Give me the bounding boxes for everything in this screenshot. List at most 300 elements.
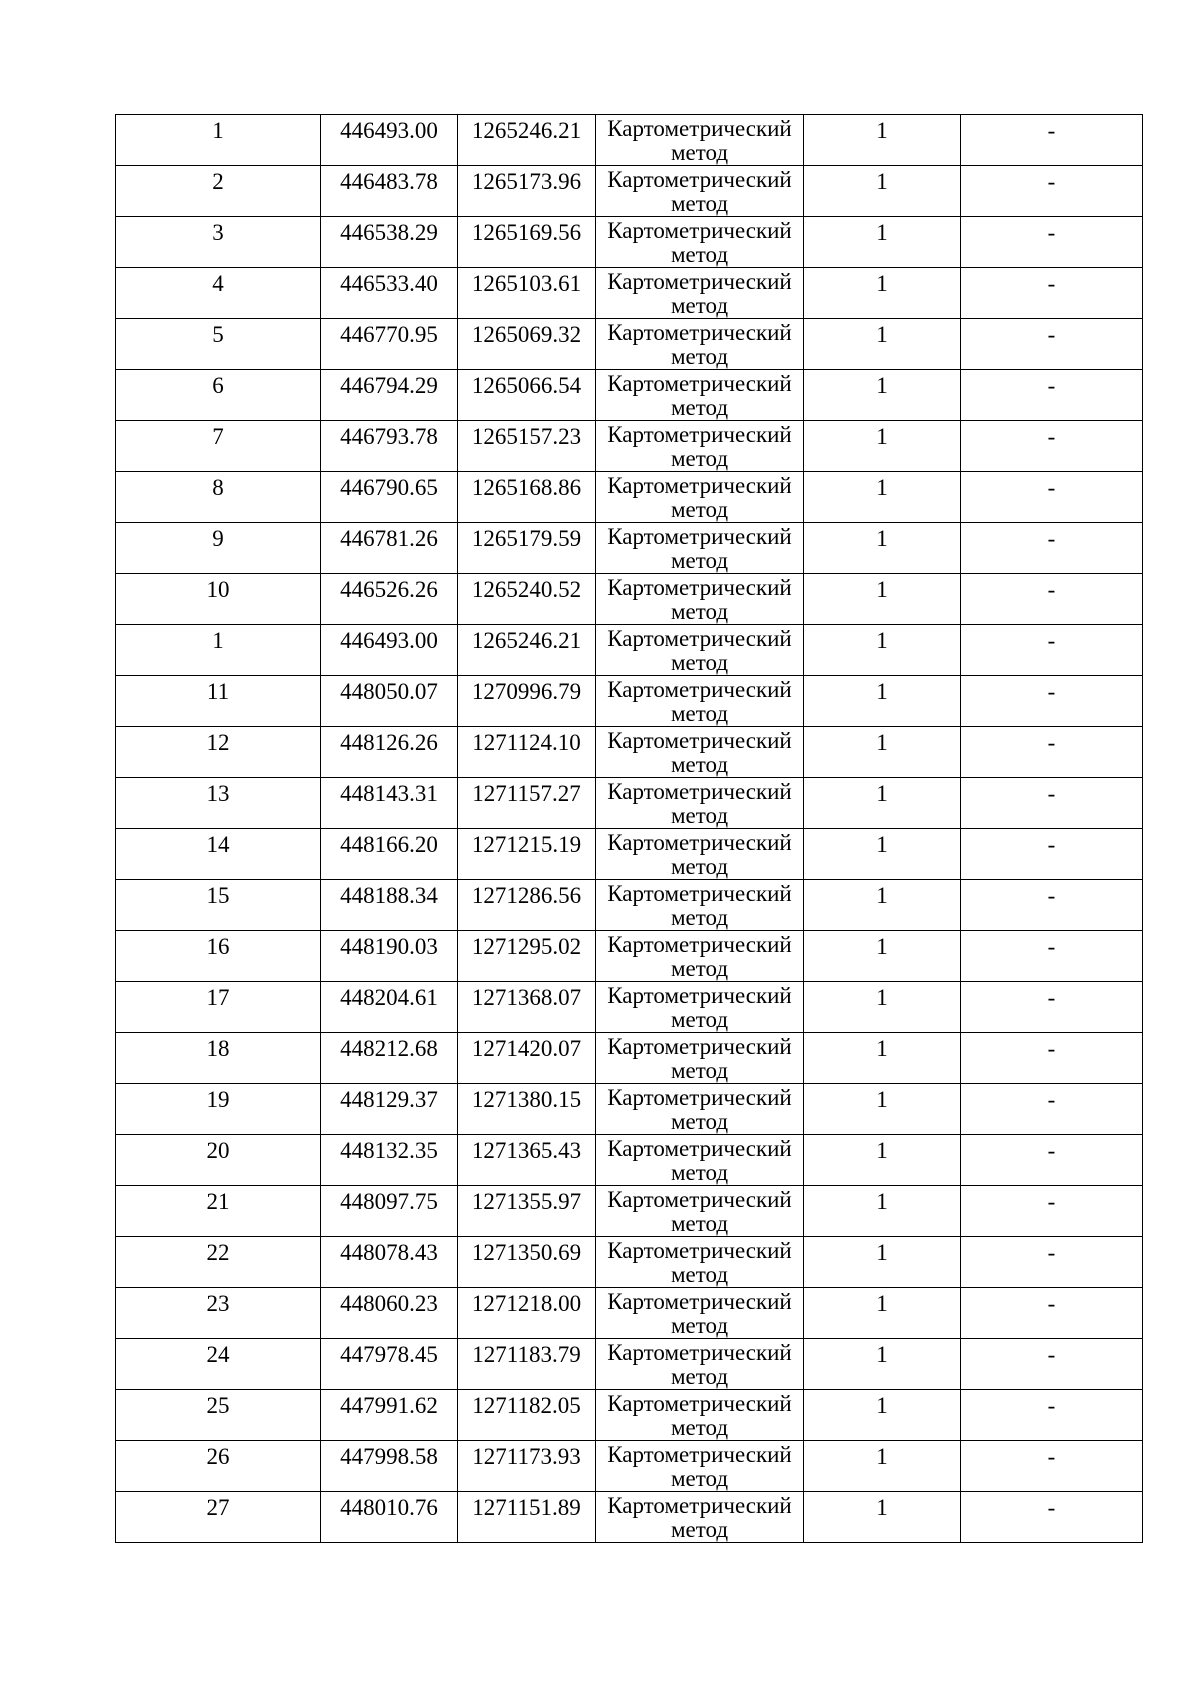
cell-text: 7: [212, 424, 224, 449]
y-coordinate-cell: [458, 778, 596, 829]
cell-text: 1271183.79: [472, 1342, 581, 1367]
cell-text: 4: [212, 271, 224, 296]
cell-text: -: [1047, 526, 1056, 551]
cell-text: -: [1047, 220, 1056, 245]
cell-text: 447978.45: [340, 1342, 438, 1367]
cell-text: 1271295.02: [471, 934, 582, 959]
x-coordinate-cell: [321, 1288, 458, 1339]
cell-text: 1271420.07: [471, 1036, 582, 1061]
cell-text: 1: [876, 1240, 888, 1265]
cell-text: -: [1047, 373, 1056, 398]
cell-text: -: [1047, 118, 1056, 143]
description-cell: [961, 1441, 1143, 1492]
description-cell: [961, 1492, 1143, 1543]
x-coordinate-cell: [321, 421, 458, 472]
cell-text: 1265179.59: [471, 526, 582, 551]
description-cell: [961, 370, 1143, 421]
cell-text: Картометрический метод: [607, 1238, 792, 1287]
table-row: [116, 166, 1143, 217]
method-cell: [596, 115, 804, 166]
description-cell: [961, 778, 1143, 829]
description-cell: [961, 472, 1143, 523]
description-cell: [961, 1135, 1143, 1186]
cell-text: 1: [212, 118, 224, 143]
cell-text: 18: [206, 1036, 230, 1061]
cell-text: 1265168.86: [471, 475, 582, 500]
x-coordinate-cell: [321, 370, 458, 421]
cell-text: 448204.61: [340, 985, 438, 1010]
cell-text: 1: [876, 1087, 888, 1112]
method-cell: [596, 1033, 804, 1084]
cell-text: -: [1047, 1240, 1056, 1265]
description-cell: [961, 523, 1143, 574]
method-cell: [596, 1492, 804, 1543]
method-cell: [596, 1186, 804, 1237]
cell-text: 1: [876, 679, 888, 704]
cell-text: 446538.29: [340, 220, 438, 245]
point-number-cell: [116, 370, 321, 421]
cell-text: Картометрический метод: [607, 524, 792, 573]
description-cell: [961, 421, 1143, 472]
description-cell: [961, 1339, 1143, 1390]
cell-text: 1: [876, 730, 888, 755]
accuracy-cell: [804, 778, 961, 829]
accuracy-cell: [804, 115, 961, 166]
x-coordinate-cell: [321, 217, 458, 268]
cell-text: 1271365.43: [471, 1138, 582, 1163]
x-coordinate-cell: [321, 268, 458, 319]
y-coordinate-cell: [458, 166, 596, 217]
description-cell: [961, 268, 1143, 319]
method-cell: [596, 574, 804, 625]
cell-text: 1: [876, 781, 888, 806]
point-number-cell: [116, 1441, 321, 1492]
method-cell: [596, 676, 804, 727]
cell-text: 446781.26: [340, 526, 438, 551]
table-row: [116, 1135, 1143, 1186]
cell-text: 448212.68: [340, 1036, 438, 1061]
table-row: [116, 880, 1143, 931]
cell-text: -: [1047, 169, 1056, 194]
description-cell: [961, 676, 1143, 727]
cell-text: 1: [876, 1138, 888, 1163]
description-cell: [961, 880, 1143, 931]
x-coordinate-cell: [321, 625, 458, 676]
accuracy-cell: [804, 523, 961, 574]
point-number-cell: [116, 166, 321, 217]
cell-text: Картометрический метод: [607, 932, 792, 981]
cell-text: 1265246.21: [471, 628, 582, 653]
method-cell: [596, 880, 804, 931]
cell-text: 1: [876, 1393, 888, 1418]
point-number-cell: [116, 472, 321, 523]
cell-text: 1: [876, 832, 888, 857]
y-coordinate-cell: [458, 1084, 596, 1135]
method-cell: [596, 523, 804, 574]
cell-text: 446483.78: [340, 169, 438, 194]
y-coordinate-cell: [458, 217, 596, 268]
accuracy-cell: [804, 625, 961, 676]
accuracy-cell: [804, 1186, 961, 1237]
table-row: [116, 574, 1143, 625]
cell-text: 1265157.23: [471, 424, 582, 449]
point-number-cell: [116, 1288, 321, 1339]
x-coordinate-cell: [321, 982, 458, 1033]
cell-text: Картометрический метод: [607, 1289, 792, 1338]
cell-text: 1: [876, 373, 888, 398]
table-row: [116, 727, 1143, 778]
x-coordinate-cell: [321, 829, 458, 880]
cell-text: Картометрический метод: [607, 1034, 792, 1083]
y-coordinate-cell: [458, 1237, 596, 1288]
cell-text: 1271215.19: [471, 832, 582, 857]
cell-text: 448126.26: [340, 730, 438, 755]
cell-text: -: [1047, 934, 1056, 959]
method-cell: [596, 829, 804, 880]
cell-text: 446790.65: [340, 475, 438, 500]
cell-text: 24: [206, 1342, 230, 1367]
method-cell: [596, 1390, 804, 1441]
cell-text: 448143.31: [340, 781, 438, 806]
cell-text: 11: [206, 679, 230, 704]
cell-text: 1: [876, 577, 888, 602]
cell-text: 1265169.56: [471, 220, 582, 245]
y-coordinate-cell: [458, 319, 596, 370]
y-coordinate-cell: [458, 982, 596, 1033]
table-row: [116, 370, 1143, 421]
point-number-cell: [116, 115, 321, 166]
cell-text: 1: [876, 322, 888, 347]
cell-text: 14: [206, 832, 230, 857]
cell-text: 19: [206, 1087, 230, 1112]
method-cell: [596, 727, 804, 778]
cell-text: 448078.43: [340, 1240, 438, 1265]
cell-text: 447998.58: [340, 1444, 438, 1469]
cell-text: 1265246.21: [471, 118, 582, 143]
method-cell: [596, 1339, 804, 1390]
x-coordinate-cell: [321, 778, 458, 829]
cell-text: -: [1047, 1087, 1056, 1112]
x-coordinate-cell: [321, 931, 458, 982]
cell-text: 22: [206, 1240, 230, 1265]
cell-text: 1265173.96: [471, 169, 582, 194]
cell-text: Картометрический метод: [607, 422, 792, 471]
x-coordinate-cell: [321, 1135, 458, 1186]
accuracy-cell: [804, 1237, 961, 1288]
point-number-cell: [116, 1186, 321, 1237]
cell-text: 1271157.27: [472, 781, 581, 806]
description-cell: [961, 829, 1143, 880]
accuracy-cell: [804, 982, 961, 1033]
y-coordinate-cell: [458, 268, 596, 319]
accuracy-cell: [804, 574, 961, 625]
accuracy-cell: [804, 1135, 961, 1186]
cell-text: 447991.62: [340, 1393, 438, 1418]
cell-text: -: [1047, 1189, 1056, 1214]
cell-text: Картометрический метод: [607, 830, 792, 879]
method-cell: [596, 319, 804, 370]
table-row: [116, 1492, 1143, 1543]
method-cell: [596, 1441, 804, 1492]
table-row: [116, 778, 1143, 829]
x-coordinate-cell: [321, 676, 458, 727]
cell-text: 1271368.07: [471, 985, 582, 1010]
table-row: [116, 1441, 1143, 1492]
cell-text: 1271151.89: [472, 1495, 581, 1520]
accuracy-cell: [804, 1441, 961, 1492]
y-coordinate-cell: [458, 370, 596, 421]
cell-text: Картометрический метод: [607, 983, 792, 1032]
method-cell: [596, 625, 804, 676]
cell-text: 2: [212, 169, 224, 194]
accuracy-cell: [804, 1492, 961, 1543]
x-coordinate-cell: [321, 1033, 458, 1084]
table-row: [116, 523, 1143, 574]
accuracy-cell: [804, 829, 961, 880]
cell-text: 20: [206, 1138, 230, 1163]
table-row: [116, 268, 1143, 319]
cell-text: 1: [876, 1495, 888, 1520]
description-cell: [961, 1237, 1143, 1288]
cell-text: Картометрический метод: [607, 371, 792, 420]
x-coordinate-cell: [321, 1492, 458, 1543]
description-cell: [961, 115, 1143, 166]
accuracy-cell: [804, 931, 961, 982]
table-row: [116, 1033, 1143, 1084]
method-cell: [596, 931, 804, 982]
point-number-cell: [116, 1390, 321, 1441]
description-cell: [961, 319, 1143, 370]
cell-text: 1: [876, 628, 888, 653]
x-coordinate-cell: [321, 880, 458, 931]
point-number-cell: [116, 268, 321, 319]
y-coordinate-cell: [458, 727, 596, 778]
point-number-cell: [116, 727, 321, 778]
cell-text: Картометрический метод: [607, 1187, 792, 1236]
point-number-cell: [116, 880, 321, 931]
cell-text: Картометрический метод: [607, 473, 792, 522]
table-row: [116, 1237, 1143, 1288]
y-coordinate-cell: [458, 472, 596, 523]
cell-text: -: [1047, 1444, 1056, 1469]
point-number-cell: [116, 778, 321, 829]
x-coordinate-cell: [321, 319, 458, 370]
description-cell: [961, 1084, 1143, 1135]
y-coordinate-cell: [458, 115, 596, 166]
cell-text: 448166.20: [340, 832, 438, 857]
cell-text: 15: [206, 883, 230, 908]
cell-text: Картометрический метод: [607, 116, 792, 165]
cell-text: 1271350.69: [471, 1240, 582, 1265]
description-cell: [961, 1390, 1143, 1441]
cell-text: 5: [212, 322, 224, 347]
x-coordinate-cell: [321, 1084, 458, 1135]
cell-text: 1265066.54: [471, 373, 582, 398]
point-number-cell: [116, 319, 321, 370]
cell-text: 448010.76: [340, 1495, 438, 1520]
y-coordinate-cell: [458, 574, 596, 625]
description-cell: [961, 1186, 1143, 1237]
method-cell: [596, 421, 804, 472]
coordinates-table-body: [116, 115, 1143, 1543]
cell-text: -: [1047, 781, 1056, 806]
point-number-cell: [116, 982, 321, 1033]
table-row: [116, 982, 1143, 1033]
point-number-cell: [116, 931, 321, 982]
cell-text: 16: [206, 934, 230, 959]
cell-text: -: [1047, 628, 1056, 653]
cell-text: 12: [206, 730, 230, 755]
cell-text: -: [1047, 475, 1056, 500]
cell-text: 23: [206, 1291, 230, 1316]
cell-text: 1265103.61: [471, 271, 582, 296]
cell-text: Картометрический метод: [607, 1085, 792, 1134]
method-cell: [596, 1135, 804, 1186]
description-cell: [961, 727, 1143, 778]
cell-text: 448188.34: [340, 883, 438, 908]
cell-text: 446794.29: [340, 373, 438, 398]
x-coordinate-cell: [321, 1237, 458, 1288]
y-coordinate-cell: [458, 1390, 596, 1441]
point-number-cell: [116, 1339, 321, 1390]
cell-text: 1271355.97: [471, 1189, 582, 1214]
point-number-cell: [116, 1084, 321, 1135]
cell-text: 448129.37: [340, 1087, 438, 1112]
cell-text: Картометрический метод: [607, 1340, 792, 1389]
x-coordinate-cell: [321, 1390, 458, 1441]
x-coordinate-cell: [321, 1339, 458, 1390]
cell-text: 1: [876, 1444, 888, 1469]
cell-text: 1265069.32: [471, 322, 582, 347]
accuracy-cell: [804, 421, 961, 472]
x-coordinate-cell: [321, 727, 458, 778]
cell-text: Картометрический метод: [607, 218, 792, 267]
description-cell: [961, 1288, 1143, 1339]
method-cell: [596, 166, 804, 217]
method-cell: [596, 217, 804, 268]
point-number-cell: [116, 574, 321, 625]
description-cell: [961, 217, 1143, 268]
cell-text: 1: [212, 628, 224, 653]
cell-text: Картометрический метод: [607, 1493, 792, 1542]
accuracy-cell: [804, 1339, 961, 1390]
cell-text: Картометрический метод: [607, 167, 792, 216]
point-number-cell: [116, 1237, 321, 1288]
table-row: [116, 1288, 1143, 1339]
cell-text: Картометрический метод: [607, 1442, 792, 1491]
table-row: [116, 421, 1143, 472]
cell-text: -: [1047, 832, 1056, 857]
cell-text: 3: [212, 220, 224, 245]
y-coordinate-cell: [458, 880, 596, 931]
cell-text: 446533.40: [340, 271, 438, 296]
cell-text: 446493.00: [340, 628, 438, 653]
cell-text: 1270996.79: [471, 679, 582, 704]
accuracy-cell: [804, 676, 961, 727]
accuracy-cell: [804, 1084, 961, 1135]
accuracy-cell: [804, 1288, 961, 1339]
table-row: [116, 931, 1143, 982]
cell-text: 10: [206, 577, 230, 602]
cell-text: -: [1047, 1291, 1056, 1316]
cell-text: -: [1047, 883, 1056, 908]
cell-text: -: [1047, 1138, 1056, 1163]
description-cell: [961, 931, 1143, 982]
table-row: [116, 115, 1143, 166]
y-coordinate-cell: [458, 829, 596, 880]
method-cell: [596, 370, 804, 421]
method-cell: [596, 778, 804, 829]
cell-text: Картометрический метод: [607, 779, 792, 828]
cell-text: 6: [212, 373, 224, 398]
cell-text: 17: [206, 985, 230, 1010]
cell-text: -: [1047, 1393, 1056, 1418]
x-coordinate-cell: [321, 166, 458, 217]
point-number-cell: [116, 523, 321, 574]
y-coordinate-cell: [458, 1186, 596, 1237]
cell-text: 1: [876, 475, 888, 500]
cell-text: Картометрический метод: [607, 269, 792, 318]
coordinates-table: [115, 114, 1143, 1543]
table-row: [116, 676, 1143, 727]
x-coordinate-cell: [321, 574, 458, 625]
method-cell: [596, 1084, 804, 1135]
accuracy-cell: [804, 217, 961, 268]
y-coordinate-cell: [458, 1135, 596, 1186]
cell-text: 446526.26: [340, 577, 438, 602]
x-coordinate-cell: [321, 523, 458, 574]
cell-text: 448097.75: [340, 1189, 438, 1214]
description-cell: [961, 166, 1143, 217]
accuracy-cell: [804, 370, 961, 421]
table-row: [116, 319, 1143, 370]
y-coordinate-cell: [458, 1288, 596, 1339]
description-cell: [961, 574, 1143, 625]
table-row: [116, 625, 1143, 676]
point-number-cell: [116, 1135, 321, 1186]
cell-text: 1: [876, 526, 888, 551]
y-coordinate-cell: [458, 1033, 596, 1084]
cell-text: -: [1047, 679, 1056, 704]
description-cell: [961, 982, 1143, 1033]
cell-text: 26: [206, 1444, 230, 1469]
cell-text: 1: [876, 934, 888, 959]
cell-text: 1271173.93: [472, 1444, 581, 1469]
cell-text: 448190.03: [340, 934, 438, 959]
cell-text: 27: [206, 1495, 230, 1520]
cell-text: 13: [206, 781, 230, 806]
y-coordinate-cell: [458, 1441, 596, 1492]
table-row: [116, 217, 1143, 268]
method-cell: [596, 1237, 804, 1288]
accuracy-cell: [804, 1390, 961, 1441]
cell-text: Картометрический метод: [607, 881, 792, 930]
cell-text: Картометрический метод: [607, 1136, 792, 1185]
table-row: [116, 829, 1143, 880]
cell-text: 448050.07: [340, 679, 438, 704]
cell-text: Картометрический метод: [607, 1391, 792, 1440]
accuracy-cell: [804, 319, 961, 370]
cell-text: 9: [212, 526, 224, 551]
accuracy-cell: [804, 880, 961, 931]
cell-text: -: [1047, 985, 1056, 1010]
cell-text: 1271124.10: [472, 730, 581, 755]
cell-text: 1271286.56: [471, 883, 582, 908]
cell-text: 448060.23: [340, 1291, 438, 1316]
cell-text: 1271380.15: [471, 1087, 582, 1112]
x-coordinate-cell: [321, 115, 458, 166]
point-number-cell: [116, 829, 321, 880]
